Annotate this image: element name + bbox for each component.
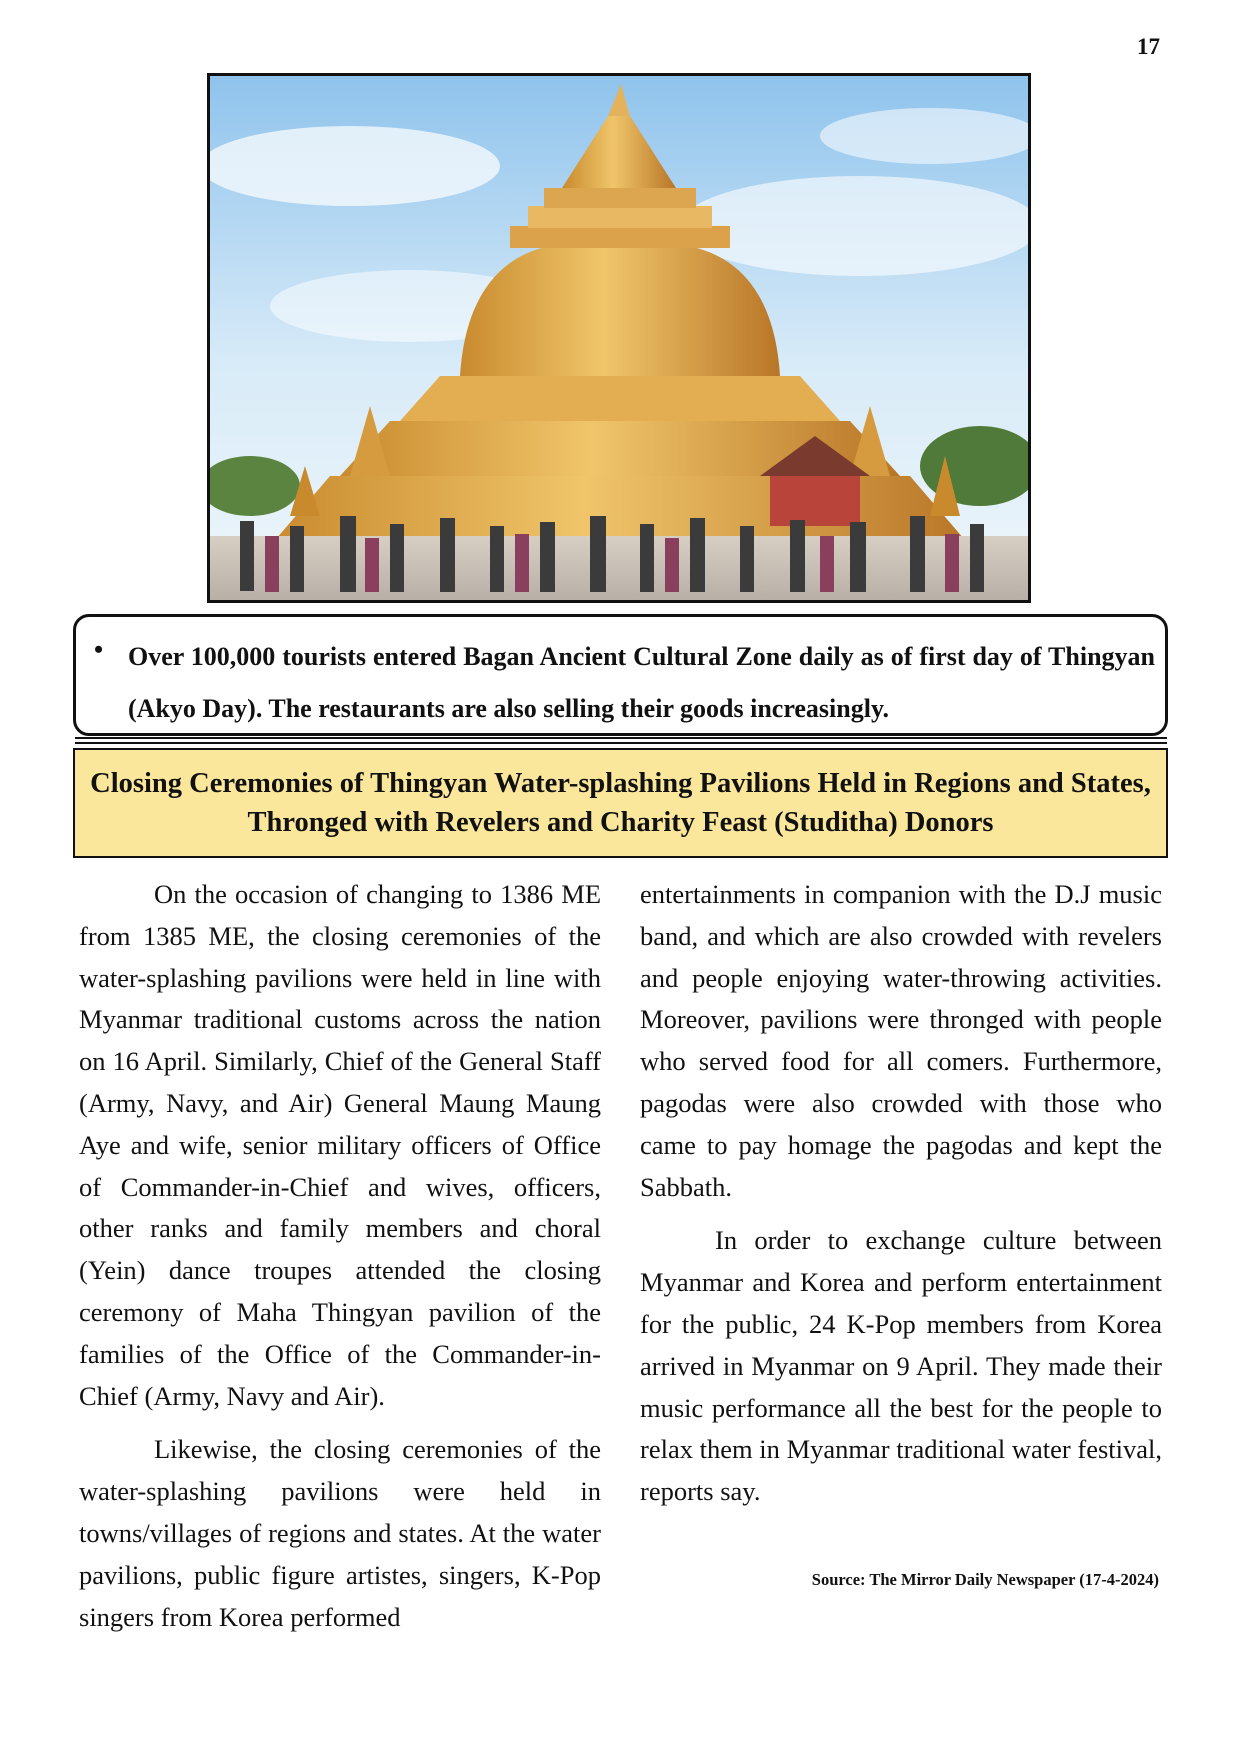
divider-rule: [75, 742, 1167, 744]
source-credit: Source: The Mirror Daily Newspaper (17-4-2024): [811, 1570, 1159, 1589]
divider-rule: [75, 737, 1167, 739]
article-column-right: [640, 874, 1162, 1525]
article-paragraph: Likewise, the closing ceremonies of the water-splashing pavilions were held in towns/villages of regions and states. At the water pavilions, public figure artistes, singers, K-Pop singers from Korea performed: [79, 1434, 601, 1632]
article-column-left: [79, 874, 601, 1650]
article-paragraph: In order to exchange culture between Myanmar and Korea and perform entertainment for the public, 24 K-Pop members from Korea arrived in Myanmar on 9 April. They made their music performance all the best for the people to relax them in Myanmar traditional water festival, reports say.: [640, 1225, 1162, 1507]
page-number: 17: [1137, 34, 1160, 59]
bullet-marker: •: [94, 635, 104, 664]
highlight-box: [73, 614, 1168, 736]
pagoda-photo: [207, 73, 1031, 603]
pagoda-illustration: [210, 76, 1028, 600]
highlight-text: Over 100,000 tourists entered Bagan Ancient Cultural Zone daily as of first day of Thingyan (Akyo Day). The restaurants are also selling their goods increasingly.: [128, 642, 1155, 723]
article-paragraph: entertainments in companion with the D.J music band, and which are also crowded with revelers and people enjoying water-throwing activities. Moreover, pavilions were thronged with people who served food for all comers. Furthermore, pagodas were also crowded with those who came to pay homage the pagodas and kept the Sabbath.: [640, 879, 1162, 1202]
article-paragraph: On the occasion of changing to 1386 ME from 1385 ME, the closing ceremonies of the water-splashing pavilions were held in line with Myanmar traditional customs across the nation on 16 April. Similarly, Chief of the General Staff (Army, Navy, and Air) General Maung Maung Aye and wife, senior military officers of Office of Commander-in-Chief and wives, officers, other ranks and family members and choral (Yein) dance troupes attended the closing ceremony of Maha Thingyan pavilion of the families of the Office of the Commander-in-Chief (Army, Navy and Air).: [79, 879, 601, 1411]
headline-box: [73, 748, 1168, 858]
article-headline: Closing Ceremonies of Thingyan Water-splashing Pavilions Held in Regions and States, Thronged with Revelers and Charity Feast (Studitha) Donors: [90, 768, 1151, 838]
